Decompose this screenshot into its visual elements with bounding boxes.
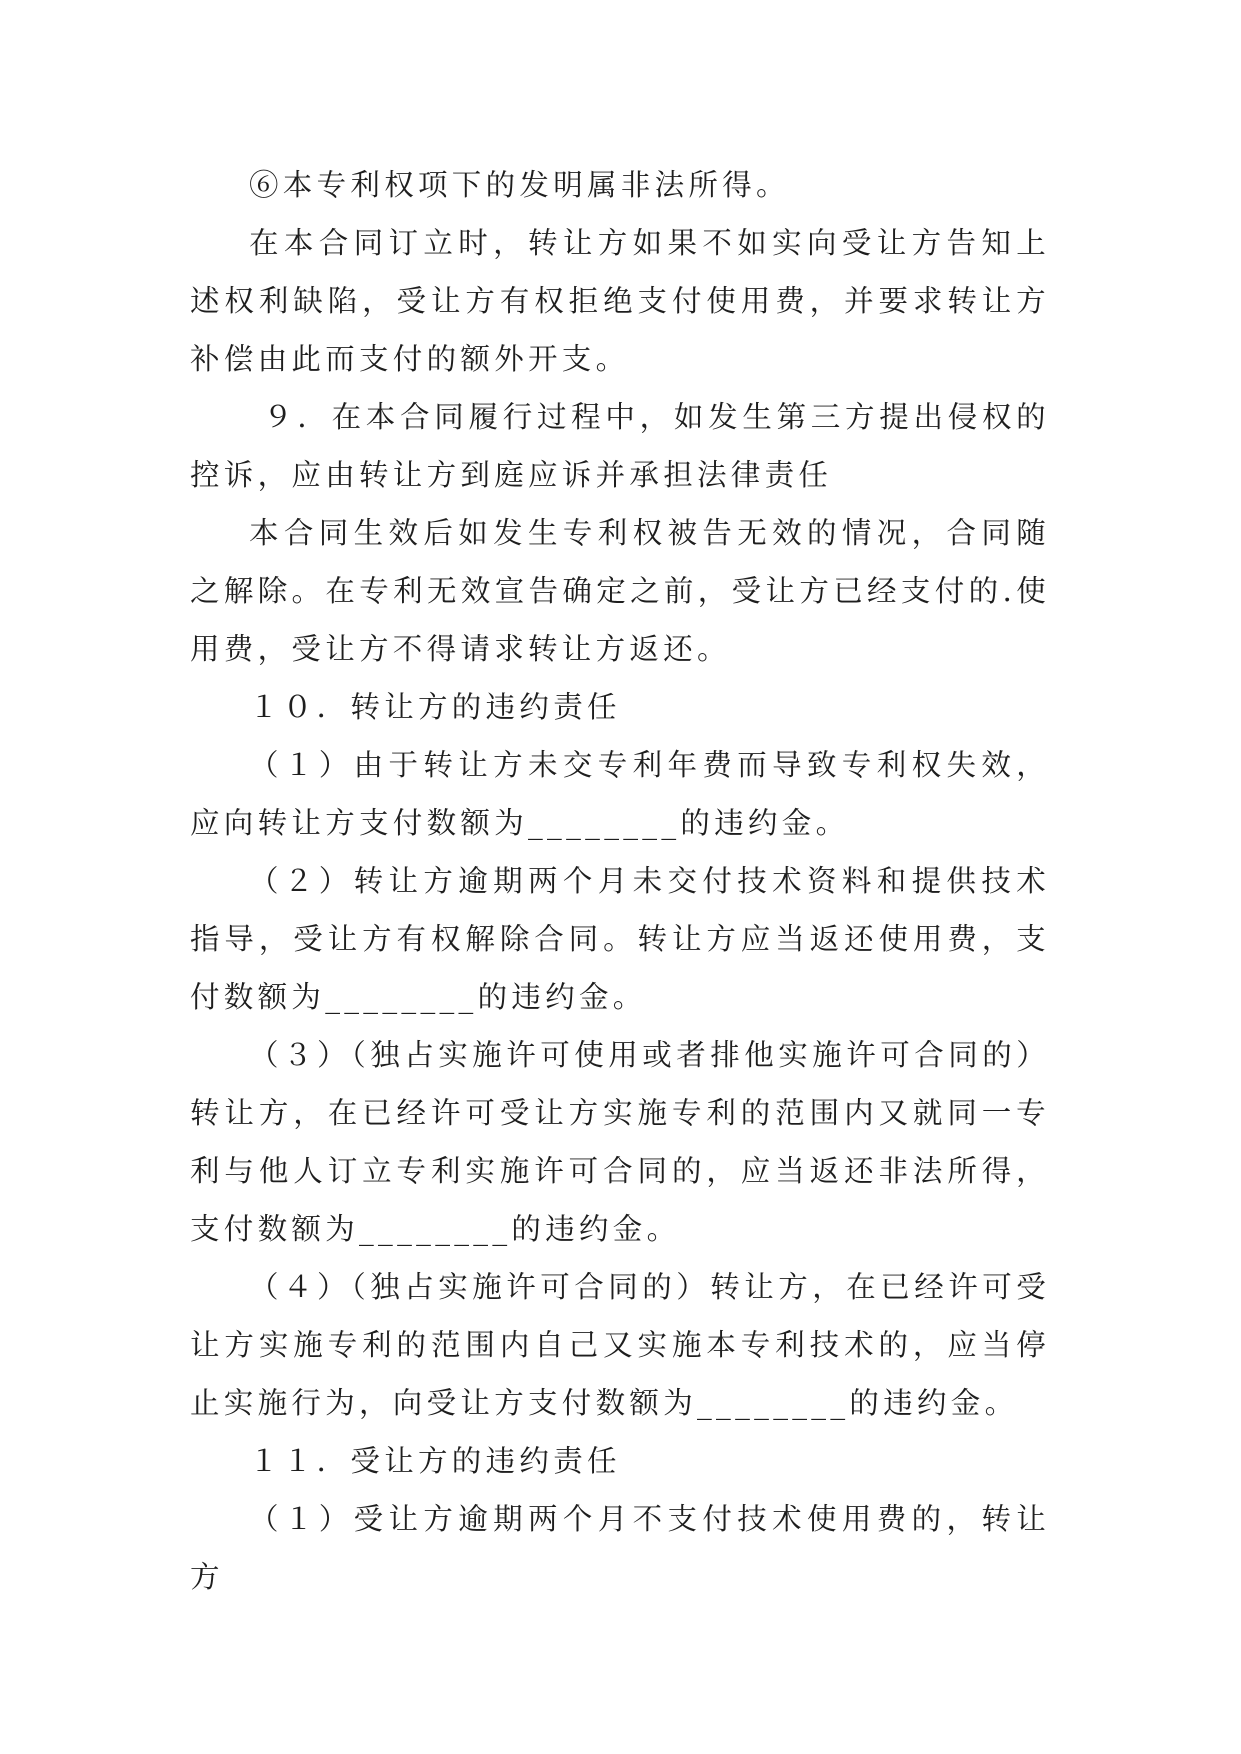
heading-clause-10: １０．转让方的违约责任 [249, 690, 621, 724]
heading-clause-11: １１．受让方的违约责任 [249, 1444, 621, 1478]
document-body [190, 156, 1050, 1606]
paragraph-item-6: ⑥本专利权项下的发明属非法所得。 [249, 168, 790, 202]
paragraph-clause-10-2: （２）转让方逾期两个月未交付技术资料和提供技术指导，受让方有权解除合同。转让方应当返还使用费，支付数额为________的违约金。 [190, 864, 1050, 1014]
paragraph-clause-10-3: （３）（独占实施许可使用或者排他实施许可合同的）转让方，在已经许可受让方实施专利的范围内又就同一专利与他人订立专利实施许可合同的，应当返还非法所得，支付数额为________的违约金。 [190, 1038, 1050, 1246]
paragraph-clause-10-4: （４）（独占实施许可合同的）转让方，在已经许可受让方实施专利的范围内自己又实施本专利技术的，应当停止实施行为，向受让方支付数额为________的违约金。 [190, 1270, 1050, 1420]
paragraph-disclosure: 在本合同订立时，转让方如果不如实向受让方告知上述权利缺陷，受让方有权拒绝支付使用费，并要求转让方补偿由此而支付的额外开支。 [190, 226, 1050, 376]
paragraph-clause-11-1: （１）受让方逾期两个月不支付技术使用费的，转让方 [190, 1502, 1050, 1594]
paragraph-invalidity: 本合同生效后如发生专利权被告无效的情况，合同随之解除。在专利无效宣告确定之前，受让方已经支付的.使用费，受让方不得请求转让方返还。 [190, 516, 1050, 666]
paragraph-clause-10-1: （１）由于转让方未交专利年费而导致专利权失效，应向转让方支付数额为________的违约金。 [190, 748, 1050, 840]
paragraph-clause-9: ９．在本合同履行过程中，如发生第三方提出侵权的控诉，应由转让方到庭应诉并承担法律责任 [190, 400, 1050, 492]
